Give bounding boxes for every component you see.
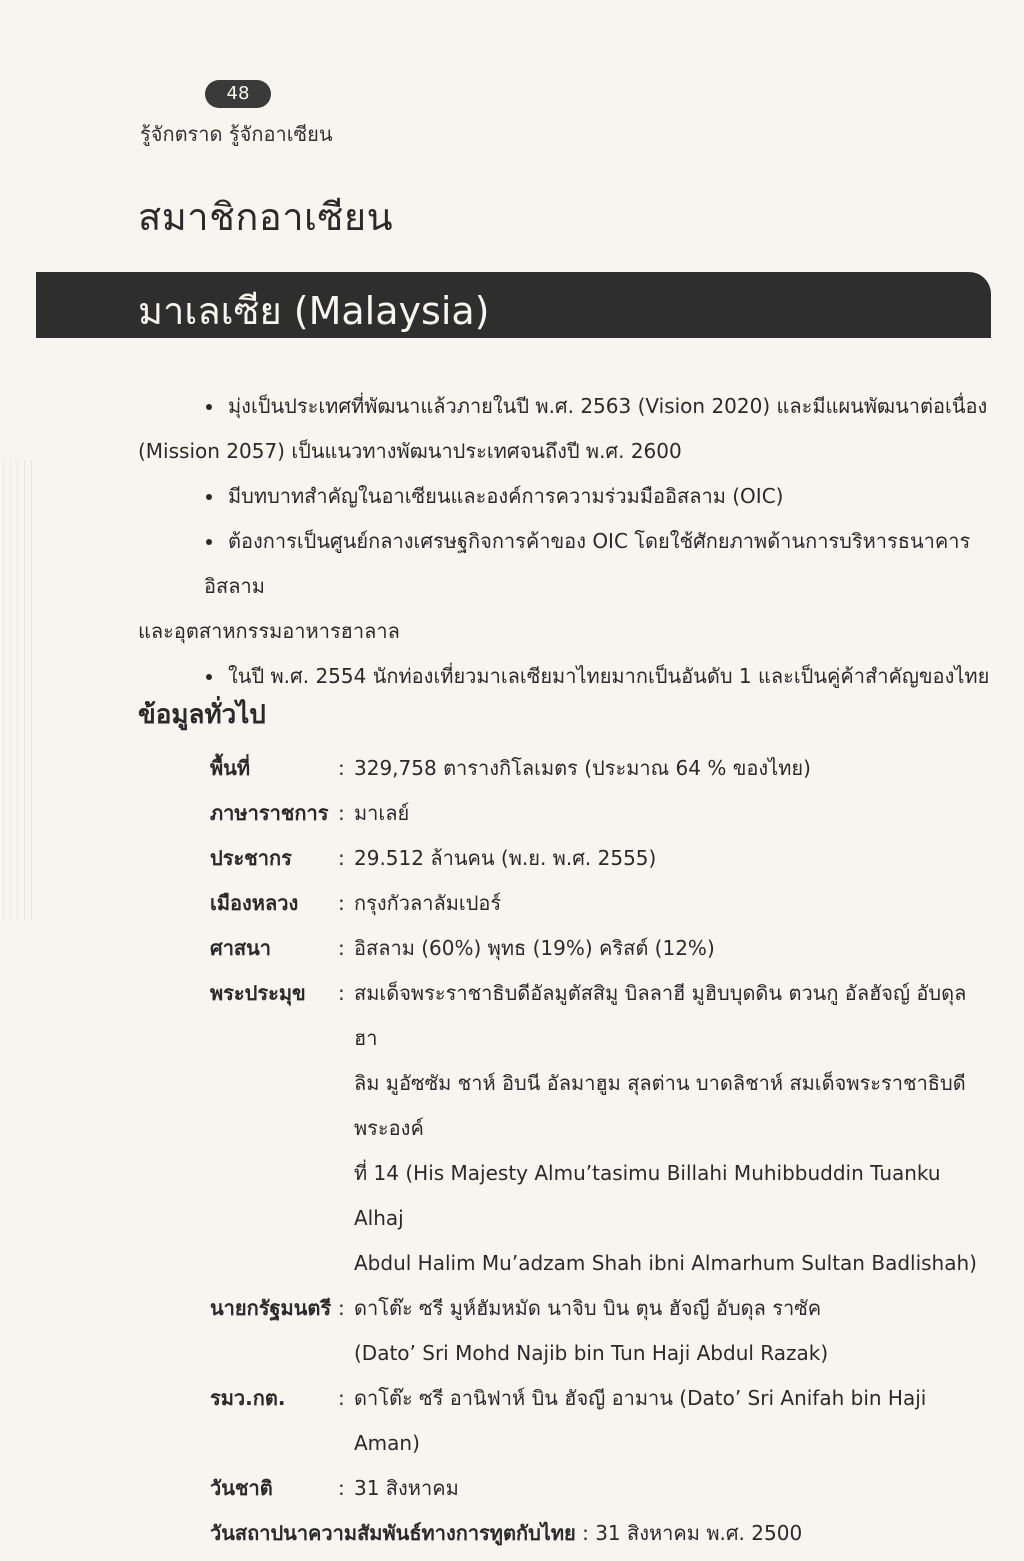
- info-row-area: พื้นที่ : 329,758 ตารางกิโลเมตร (ประมาณ 64 % ของไทย): [210, 756, 811, 780]
- info-row-population: ประชากร : 29.512 ล้านคน (พ.ย. พ.ศ. 2555): [210, 846, 657, 870]
- info-row-capital: เมืองหลวง : กรุงกัวลาลัมเปอร์: [210, 891, 502, 915]
- key-points-list: [138, 384, 990, 699]
- bullet-item: [138, 384, 990, 474]
- bullet-continuation: (Mission 2057) เป็นแนวทางพัฒนาประเทศจนถึงปี พ.ศ. 2600: [138, 439, 682, 463]
- general-info-heading: ข้อมูลทั่วไป: [138, 700, 266, 730]
- page-number-badge: 48: [205, 80, 271, 108]
- info-row-national-day: วันชาติ : 31 สิงหาคม: [210, 1476, 459, 1500]
- page-edge-decoration: [0, 460, 36, 920]
- bullet-line: มีบทบาทสำคัญในอาเซียนและองค์การความร่วมมืออิสลาม (OIC): [138, 474, 990, 519]
- info-row-prime-minister: นายกรัฐมนตรี : ดาโต๊ะ ซรี มูห์ฮัมหมัด นาจิบ บิน ตุน ฮัจญี อับดุล ราซัค (Dato’ Sri Mohd Najib bin Tun Haji Abdul Razak): [210, 1296, 829, 1365]
- info-row-religion: ศาสนา : อิสลาม (60%) พุทธ (19%) คริสต์ (12%): [210, 936, 715, 960]
- info-row-foreign-minister: รมว.กต. : ดาโต๊ะ ซรี อานิฟาห์ บิน ฮัจญี อามาน (Dato’ Sri Anifah bin Haji Aman): [210, 1386, 927, 1455]
- info-row-diplomatic-relations: วันสถาปนาความสัมพันธ์ทางการทูตกับไทย : 31 สิงหาคม พ.ศ. 2500: [210, 1521, 803, 1545]
- info-row-language: ภาษาราชการ : มาเลย์: [210, 801, 410, 825]
- section-title: สมาชิกอาเซียน: [138, 195, 394, 239]
- bullet-item: [138, 519, 990, 654]
- general-info-table: [210, 746, 990, 1556]
- bullet-line: ในปี พ.ศ. 2554 นักท่องเที่ยวมาเลเซียมาไทยมากเป็นอันดับ 1 และเป็นคู่ค้าสำคัญของไทย: [138, 654, 990, 699]
- running-header: รู้จักตราด รู้จักอาเซียน: [140, 122, 333, 146]
- info-row-head-of-state: พระประมุข : สมเด็จพระราชาธิบดีอัลมูตัสสิมู บิลลาฮี มูฮิบบุดดิน ตวนกู อัลฮัจญ์ อับดุล ฮา ลิม มูอัซซัม ชาห์ อิบนี อัลมาฮูม สุลต่าน บาดลิชาห์ สมเด็จพระราชาธิบดีพระองค์ ที่ 14 (His Majesty Almu’tasimu Billahi Muhibbuddin Tuanku Alhaj Abdul Halim Mu’adzam Shah ibni Almarhum Sultan Badlishah): [210, 981, 977, 1275]
- country-title: มาเลเซีย (Malaysia): [138, 289, 490, 333]
- bullet-item: [138, 474, 990, 519]
- bullet-continuation: และอุตสาหกรรมอาหารฮาลาล: [138, 619, 400, 643]
- bullet-item: [138, 654, 990, 699]
- country-banner: [36, 272, 991, 338]
- bullet-line: ต้องการเป็นศูนย์กลางเศรษฐกิจการค้าของ OIC โดยใช้ศักยภาพด้านการบริหารธนาคารอิสลาม: [138, 519, 990, 609]
- bullet-line: มุ่งเป็นประเทศที่พัฒนาแล้วภายในปี พ.ศ. 2563 (Vision 2020) และมีแผนพัฒนาต่อเนื่อง: [138, 384, 990, 429]
